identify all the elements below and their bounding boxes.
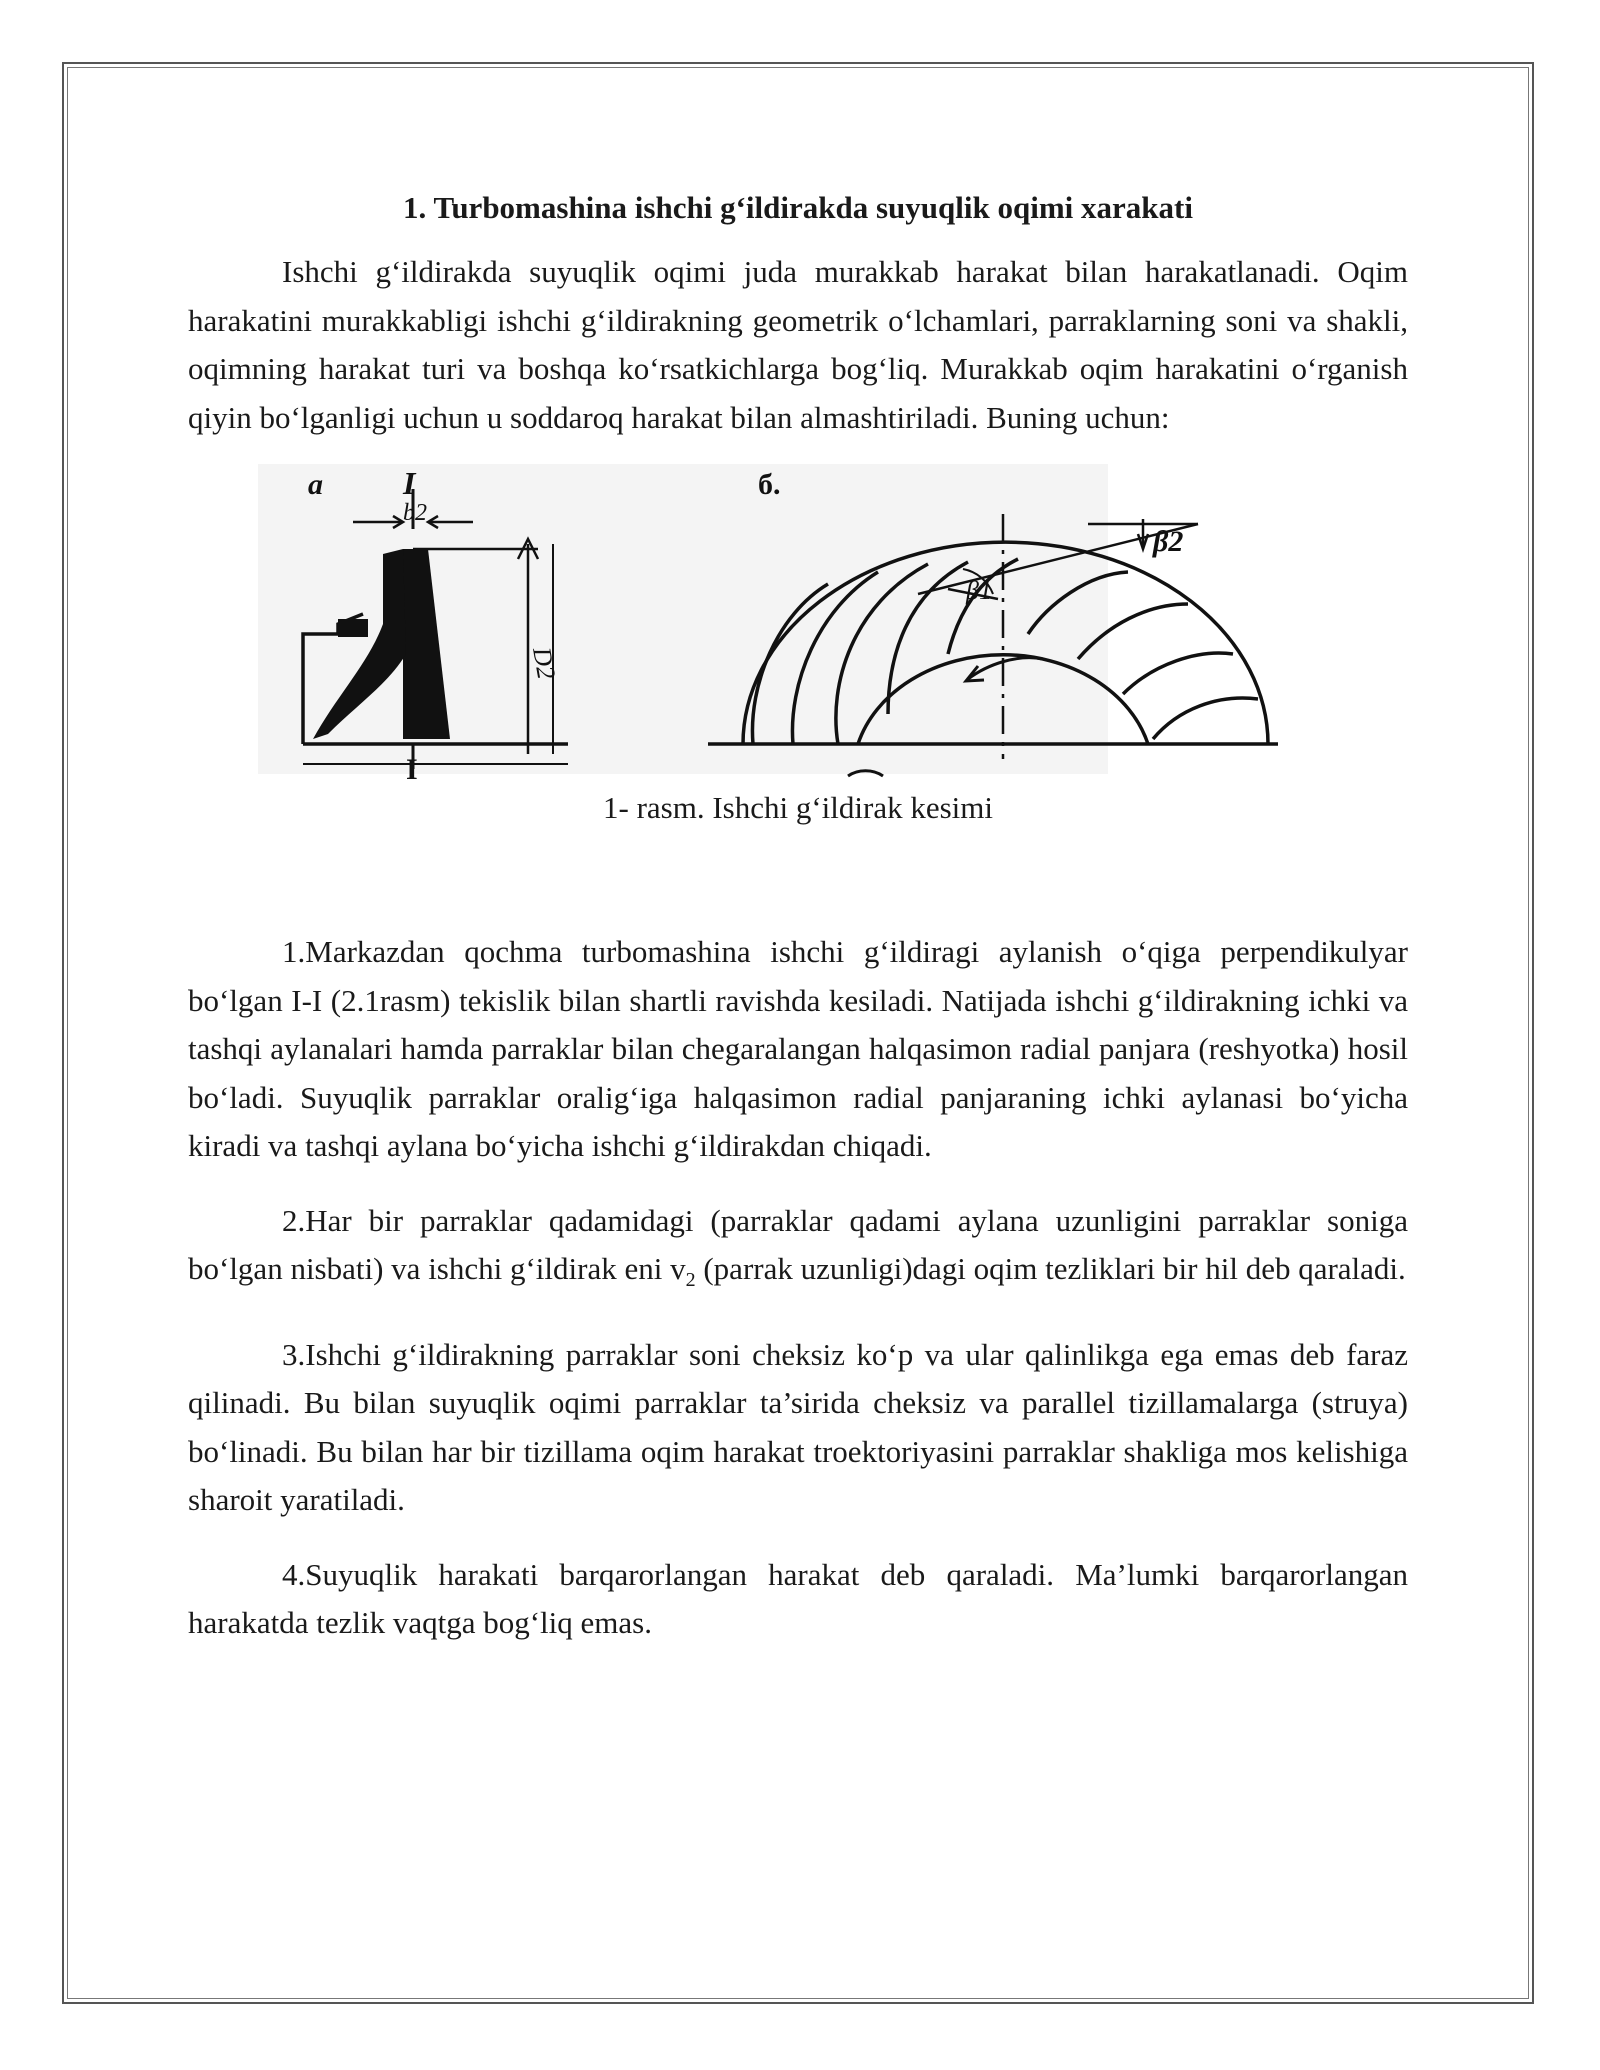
section-gap: [188, 828, 1408, 928]
list-item-3: 3.Ishchi g‘ildirakning parraklar soni cheksiz ko‘p va ular qalinlikga ega emas deb faraz qilinadi. Bu bilan suyuqlik oqimi parraklar ta’sirida cheksiz va parallel tizillamalarga (struya) bo‘linadi. Bu bilan har bir tizillama oqim harakat troektoriyasini parraklar shakliga mos kelishiga sharoit yaratiladi.: [188, 1336, 1408, 1518]
list-item-2: [188, 1197, 1408, 1305]
list-item-2-text-end: (parrak uzunligi)dagi oqim tezliklari bir hil deb qaraladi.: [695, 1251, 1406, 1286]
label-section-bottom: I: [406, 753, 418, 784]
intro-paragraph: Ishchi g‘ildirakda suyuqlik oqimi juda murakkab harakat bilan harakatlanadi. Oqim harakatini murakkabligi ishchi g‘ildirakning geometrik o‘lchamlari, parraklarning soni va shakli, oqimning harakat turi va boshqa ko‘rsatkichlarga bog‘liq. Murakkab oqim harakatini o‘rganish qiyin bo‘lganligi uchun u soddaroq harakat bilan almashtiriladi. Buning uchun:: [188, 254, 1408, 435]
figure-caption: 1- rasm. Ishchi g‘ildirak kesimi: [603, 790, 993, 825]
page-content: [188, 188, 1408, 1648]
label-a: a: [308, 468, 323, 501]
hub-block-shape: [338, 619, 368, 637]
impeller-drawing: [188, 454, 1408, 784]
section-title: 1. Turbomashina ishchi g‘ildirakda suyuqlik oqimi xarakati: [403, 190, 1193, 225]
label-beta2: β2: [1153, 525, 1184, 558]
list-item-4: 4.Suyuqlik harakati barqarorlangan harakat deb qaraladi. Ma’lumki barqarorlangan harakatda tezlik vaqtga bog‘liq emas.: [188, 1556, 1408, 1641]
label-b2: b2: [403, 500, 427, 526]
list-item-1: 1.Markazdan qochma turbomashina ishchi g‘ildiragi aylanish o‘qiga perpendikulyar bo‘lgan I-I (2.1rasm) tekislik bilan shartli ravishda kesiladi. Natijada ishchi g‘ildirakning ichki va tashqi aylanalari hamda parraklar bilan chegaralangan halqasimon radial panjara (reshyotka) hosil bo‘ladi. Suyuqlik parraklar oralig‘iga halqasimon radial panjaraning ichki aylanasi bo‘yicha kiradi va tashqi aylana bo‘yicha ishchi g‘ildirakdan chiqadi.: [188, 934, 1408, 1163]
label-d2: D2: [527, 645, 562, 682]
list-item-2-text: 2.Har bir parraklar qadamidagi (parraklar qadami aylana uzunligini parraklar soniga bo‘lgan nisbati) va ishchi g‘ildirak eni v: [188, 1202, 1408, 1286]
impeller-figure: [188, 454, 1408, 784]
label-beta1: β1: [966, 576, 992, 605]
subscript-2: 2: [685, 1269, 696, 1292]
label-b: б.: [758, 468, 781, 501]
label-section-top: I: [403, 465, 416, 501]
